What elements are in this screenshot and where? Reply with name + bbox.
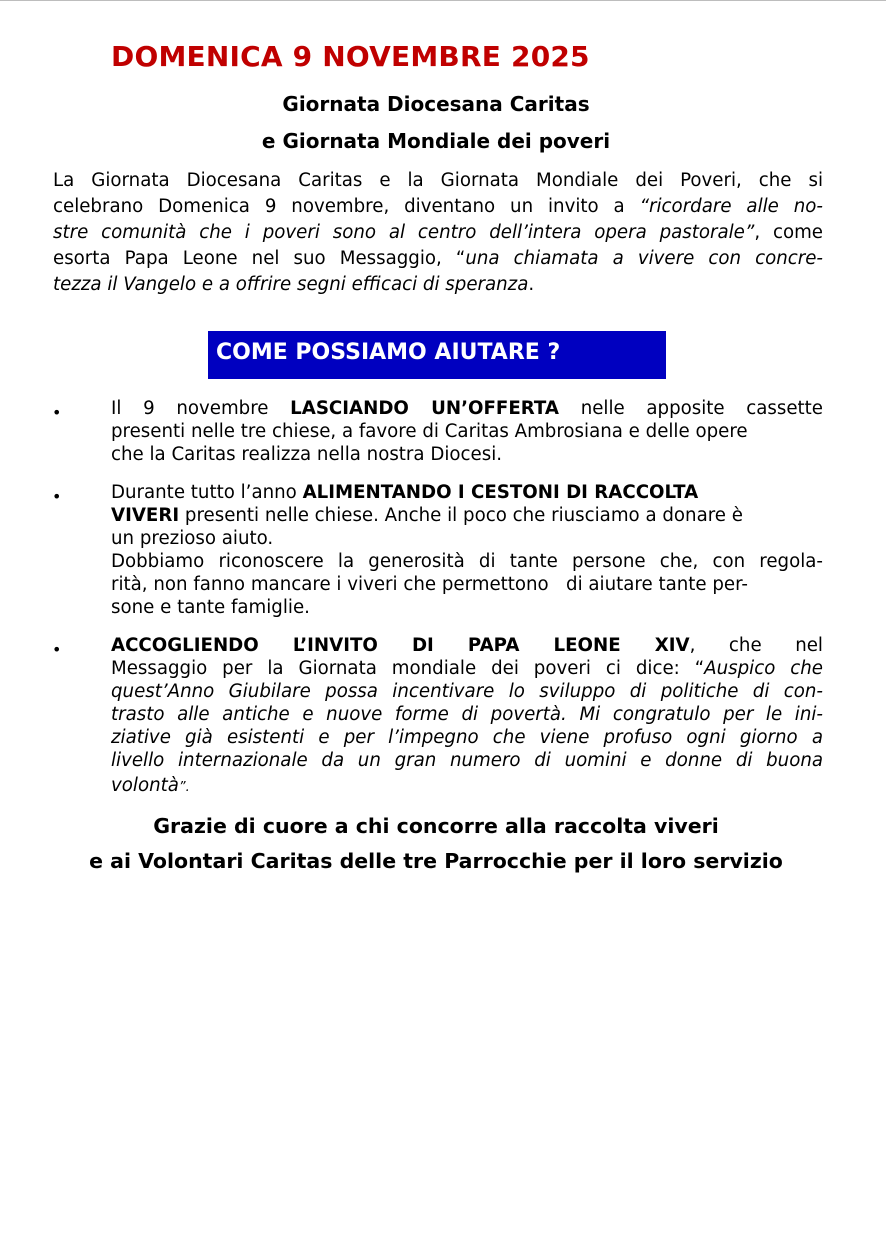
subtitle-line-1: Giornata Diocesana Caritas bbox=[282, 92, 590, 116]
list-item bbox=[111, 397, 823, 466]
item-3-line-3: quest’Anno Giubilare possa incentivare lo sviluppo di politiche di con- bbox=[111, 681, 823, 702]
intro-paragraph bbox=[53, 168, 823, 298]
bullet-icon: • bbox=[52, 487, 62, 506]
page-top-border bbox=[0, 0, 886, 1]
intro-line-4: esorta Papa Leone nel suo Messaggio, “una chiamata a vivere con concre- bbox=[53, 248, 823, 269]
list-item bbox=[111, 481, 823, 619]
item-2-line-6: sone e tante famiglie. bbox=[111, 597, 310, 618]
item-3-line-6: livello internazionale da un gran numero di uomini e donne di buona bbox=[111, 750, 823, 771]
item-3-line-7: volontà”. bbox=[111, 775, 190, 796]
thanks-line-2: e ai Volontari Caritas delle tre Parrocchie per il loro servizio bbox=[89, 849, 783, 873]
item-3-line-5: ziative già esistenti e per l’impegno che viene profuso ogni giorno a bbox=[111, 727, 823, 748]
item-1-line-3: che la Caritas realizza nella nostra Diocesi. bbox=[111, 444, 503, 465]
bullet-icon: • bbox=[52, 403, 62, 422]
thanks-line-1: Grazie di cuore a chi concorre alla raccolta viveri bbox=[153, 814, 719, 838]
item-2-line-2: VIVERI presenti nelle chiese. Anche il poco che riusciamo a donare è bbox=[111, 505, 743, 526]
list-item bbox=[111, 634, 823, 799]
item-3-line-4: trasto alle antiche e nuove forme di povertà. Mi congratulo per le ini- bbox=[111, 704, 823, 725]
item-2-line-1: Durante tutto l’anno ALIMENTANDO I CESTONI DI RACCOLTA bbox=[111, 482, 699, 503]
item-1-line-1: Il 9 novembre LASCIANDO UN’OFFERTA nelle apposite cassette bbox=[111, 398, 823, 419]
item-3-line-2: Messaggio per la Giornata mondiale dei poveri ci dice: “Auspico che bbox=[111, 658, 823, 679]
section-banner-text: COME POSSIAMO AIUTARE ? bbox=[216, 340, 561, 365]
item-2-line-3: un prezioso aiuto. bbox=[111, 528, 274, 549]
item-2-line-5: rità, non fanno mancare i viveri che permettono di aiutare tante per- bbox=[111, 574, 748, 595]
intro-line-2: celebrano Domenica 9 novembre, diventano un invito a “ricordare alle no- bbox=[53, 196, 823, 217]
bullet-icon: • bbox=[52, 640, 62, 659]
item-2-line-4: Dobbiamo riconoscere la generosità di tante persone che, con regola- bbox=[111, 551, 823, 572]
subtitle-line-2: e Giornata Mondiale dei poveri bbox=[261, 129, 611, 153]
intro-line-3: stre comunità che i poveri sono al centro dell’intera opera pastorale”, come bbox=[53, 222, 823, 243]
item-1-line-2: presenti nelle tre chiese, a favore di Caritas Ambrosiana e delle opere bbox=[111, 421, 748, 442]
intro-line-1: La Giornata Diocesana Caritas e la Giornata Mondiale dei Poveri, che si bbox=[53, 170, 823, 191]
intro-line-5: tezza il Vangelo e a offrire segni efficaci di speranza. bbox=[53, 274, 535, 295]
section-banner bbox=[208, 331, 666, 379]
item-3-line-1: ACCOGLIENDO L’INVITO DI PAPA LEONE XIV, che nel bbox=[111, 635, 823, 656]
page-title: DOMENICA 9 NOVEMBRE 2025 bbox=[111, 40, 590, 73]
